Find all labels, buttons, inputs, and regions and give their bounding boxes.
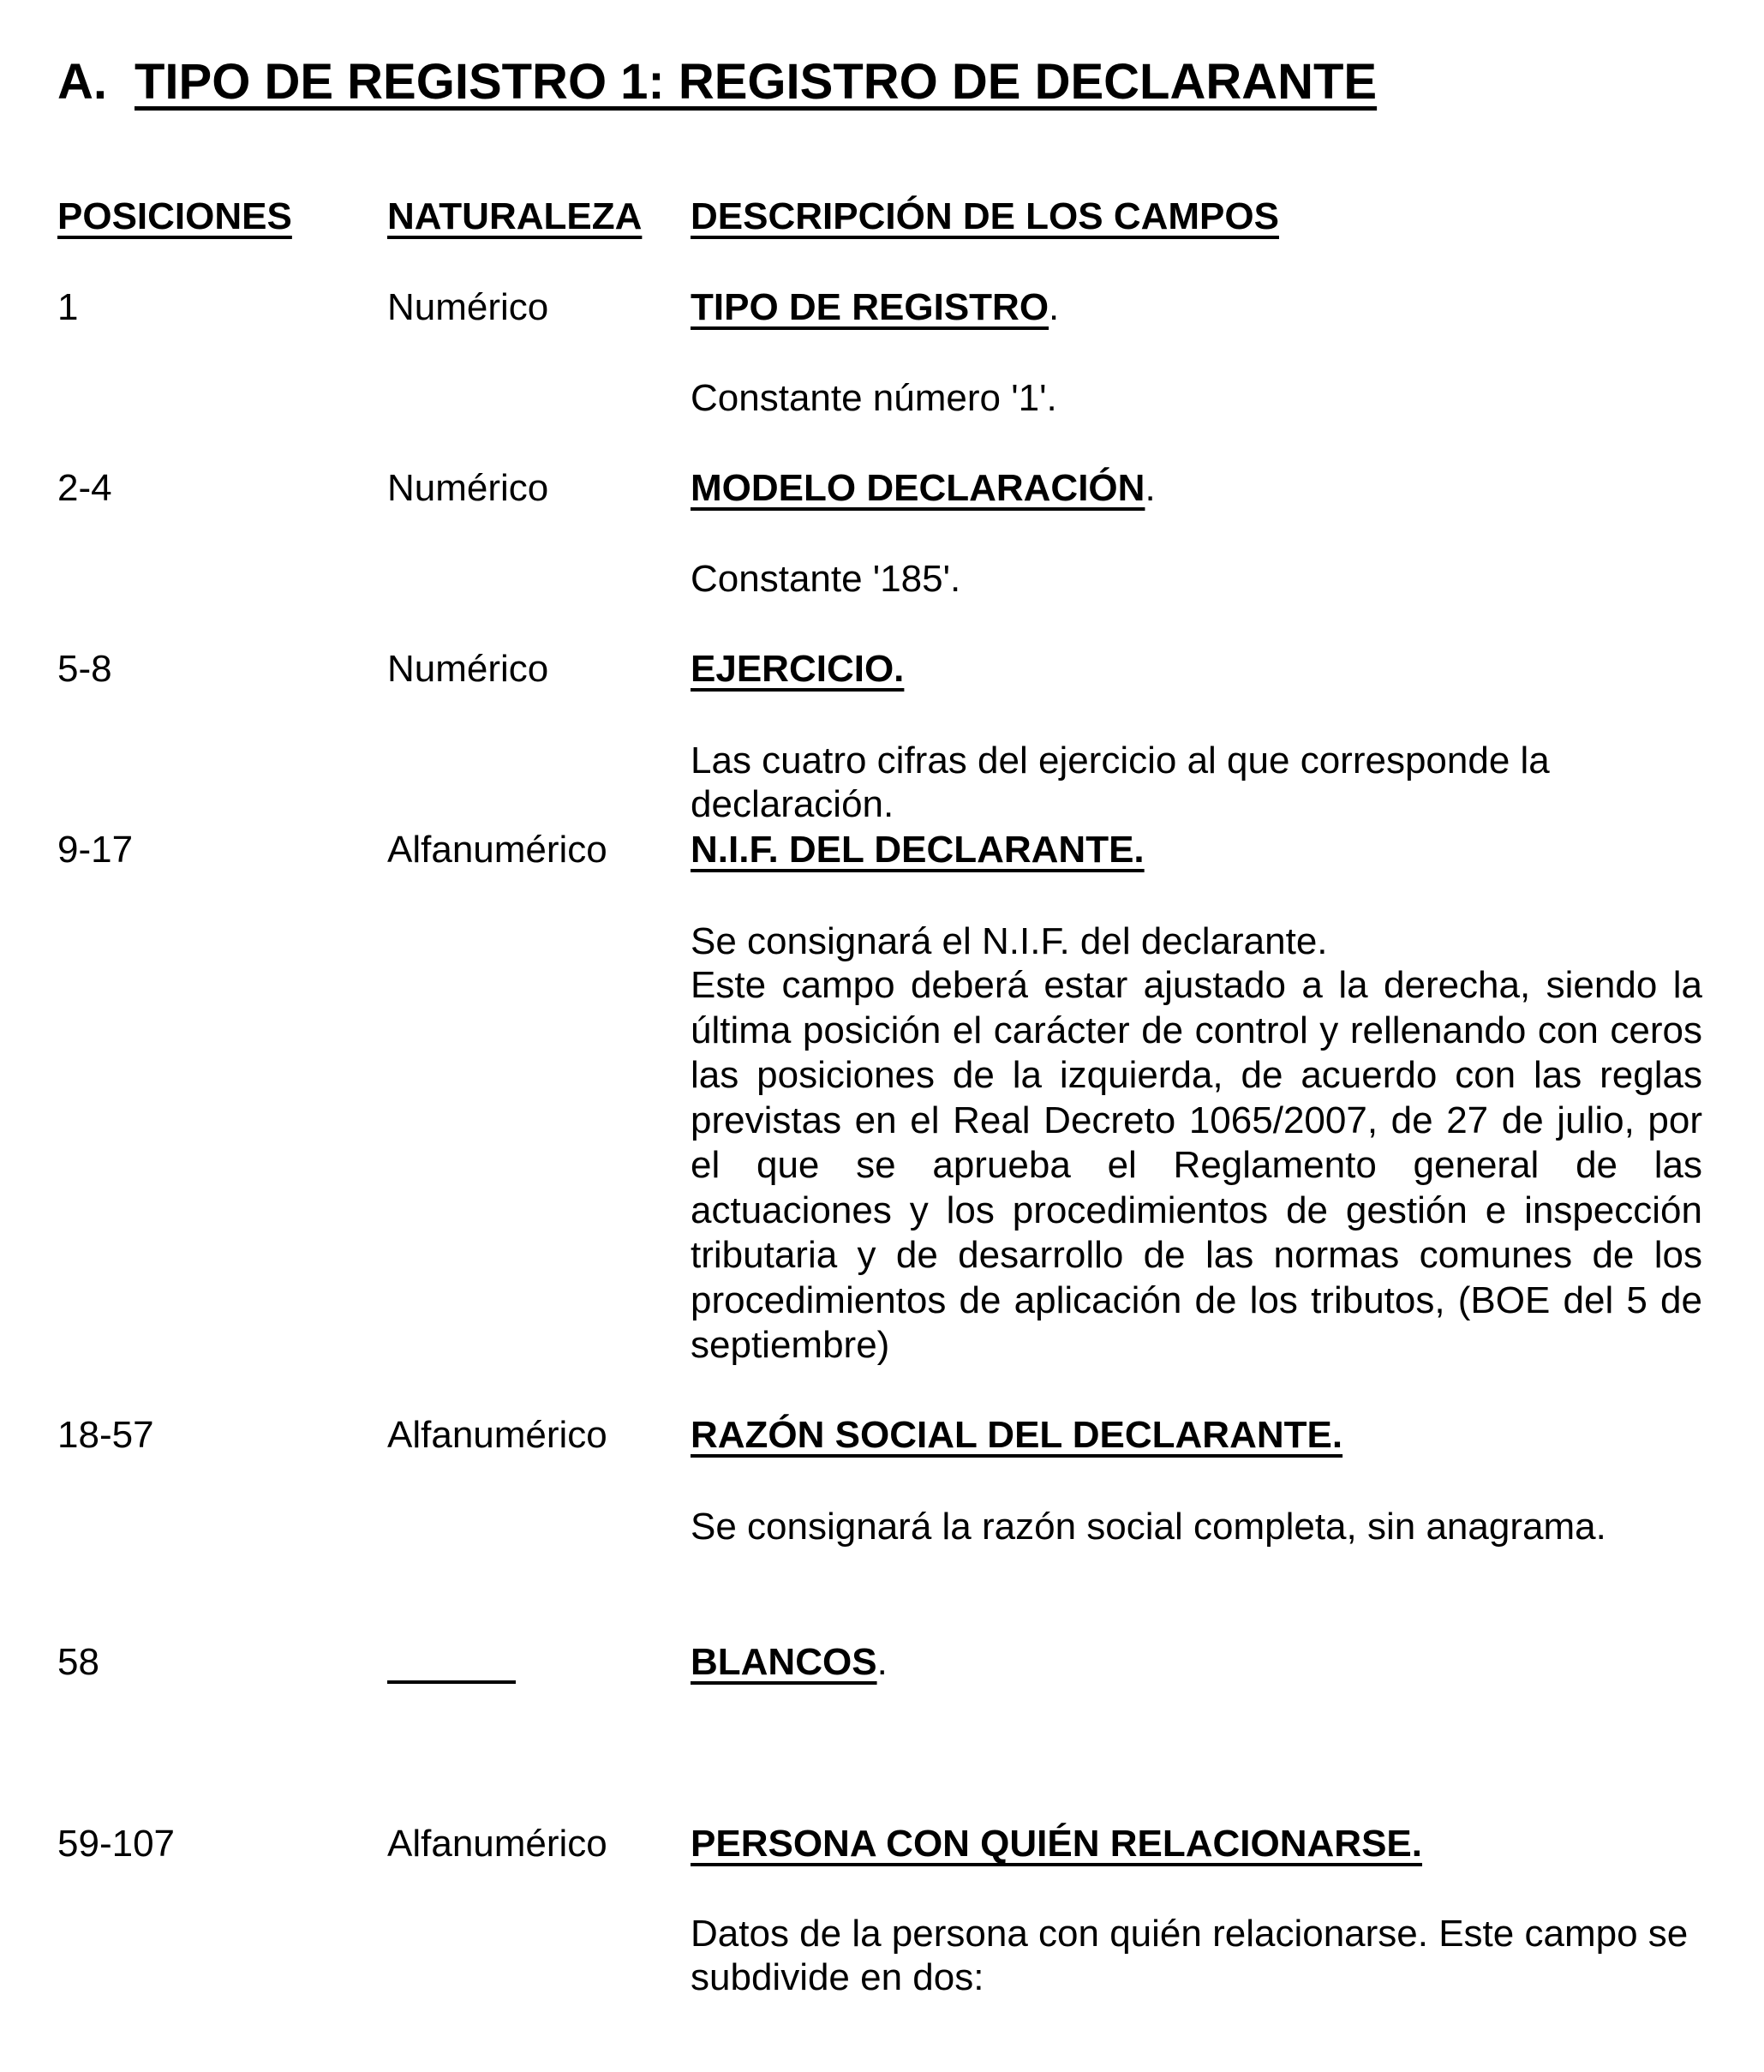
row-1-description: Constante número '1'. xyxy=(691,377,1057,419)
row-7-field-name: PERSONA CON QUIÉN RELACIONARSE. xyxy=(691,1823,1423,1865)
row-2-field-name: MODELO DECLARACIÓN. xyxy=(691,467,1156,509)
row-4-positions: 9-17 xyxy=(57,829,134,871)
row-5-nature: Alfanumérico xyxy=(387,1414,607,1456)
row-2-nature: Numérico xyxy=(387,467,549,509)
row-4-field-name: N.I.F. DEL DECLARANTE. xyxy=(691,829,1145,871)
row-5-positions: 18-57 xyxy=(57,1414,154,1456)
section-heading-text: TIPO DE REGISTRO 1: REGISTRO DE DECLARANTE xyxy=(135,54,1378,110)
section-letter: A. xyxy=(57,54,107,110)
row-3-positions: 5-8 xyxy=(57,648,112,690)
row-1-nature: Numérico xyxy=(387,286,549,328)
row-6-positions: 58 xyxy=(57,1641,99,1683)
column-header-description: DESCRIPCIÓN DE LOS CAMPOS xyxy=(691,195,1279,237)
row-1-positions: 1 xyxy=(57,286,79,328)
column-header-positions: POSICIONES xyxy=(57,195,292,237)
row-5-field-name: RAZÓN SOCIAL DEL DECLARANTE. xyxy=(691,1414,1343,1456)
row-4-description-line-1: Se consignará el N.I.F. del declarante. xyxy=(691,920,1328,962)
row-7-description-line-1: Datos de la persona con quién relacionarse. Este campo se xyxy=(691,1913,1689,1955)
row-4-nature: Alfanumérico xyxy=(387,829,607,871)
row-3-description-line-2: declaración. xyxy=(691,783,894,825)
row-7-positions: 59-107 xyxy=(57,1823,176,1865)
row-7-nature: Alfanumérico xyxy=(387,1823,607,1865)
row-3-description-line-1: Las cuatro cifras del ejercicio al que corresponde la xyxy=(691,740,1550,781)
section-heading xyxy=(135,54,1378,110)
row-5-description: Se consignará la razón social completa, sin anagrama. xyxy=(691,1506,1606,1548)
row-3-field-name: EJERCICIO. xyxy=(691,648,905,690)
column-header-nature: NATURALEZA xyxy=(387,195,643,237)
row-7-description-line-2: subdivide en dos: xyxy=(691,1956,984,1998)
row-2-positions: 2-4 xyxy=(57,467,112,509)
row-6-field-name: BLANCOS. xyxy=(691,1641,888,1683)
row-3-nature: Numérico xyxy=(387,648,549,690)
row-4-description-paragraph: Este campo deberá estar ajustado a la derecha, siendo la última posición el carácter de control y rellenando con ceros las posiciones de la izquierda, de acuerdo con las reglas previstas en el Real Decreto 1065/2007, de 27 de julio, por el que se aprueba el Reglamento general de las actuaciones y los procedimientos de gestión e inspección tributaria y de desarrollo de las normas comunes de los procedimientos de aplicación de los tributos, (BOE del 5 de septiembre) xyxy=(691,964,1702,1366)
row-2-description: Constante '185'. xyxy=(691,558,961,600)
row-1-field-name: TIPO DE REGISTRO. xyxy=(691,286,1060,328)
section-title xyxy=(57,54,107,110)
row-6-nature-blank-line xyxy=(387,1680,516,1684)
